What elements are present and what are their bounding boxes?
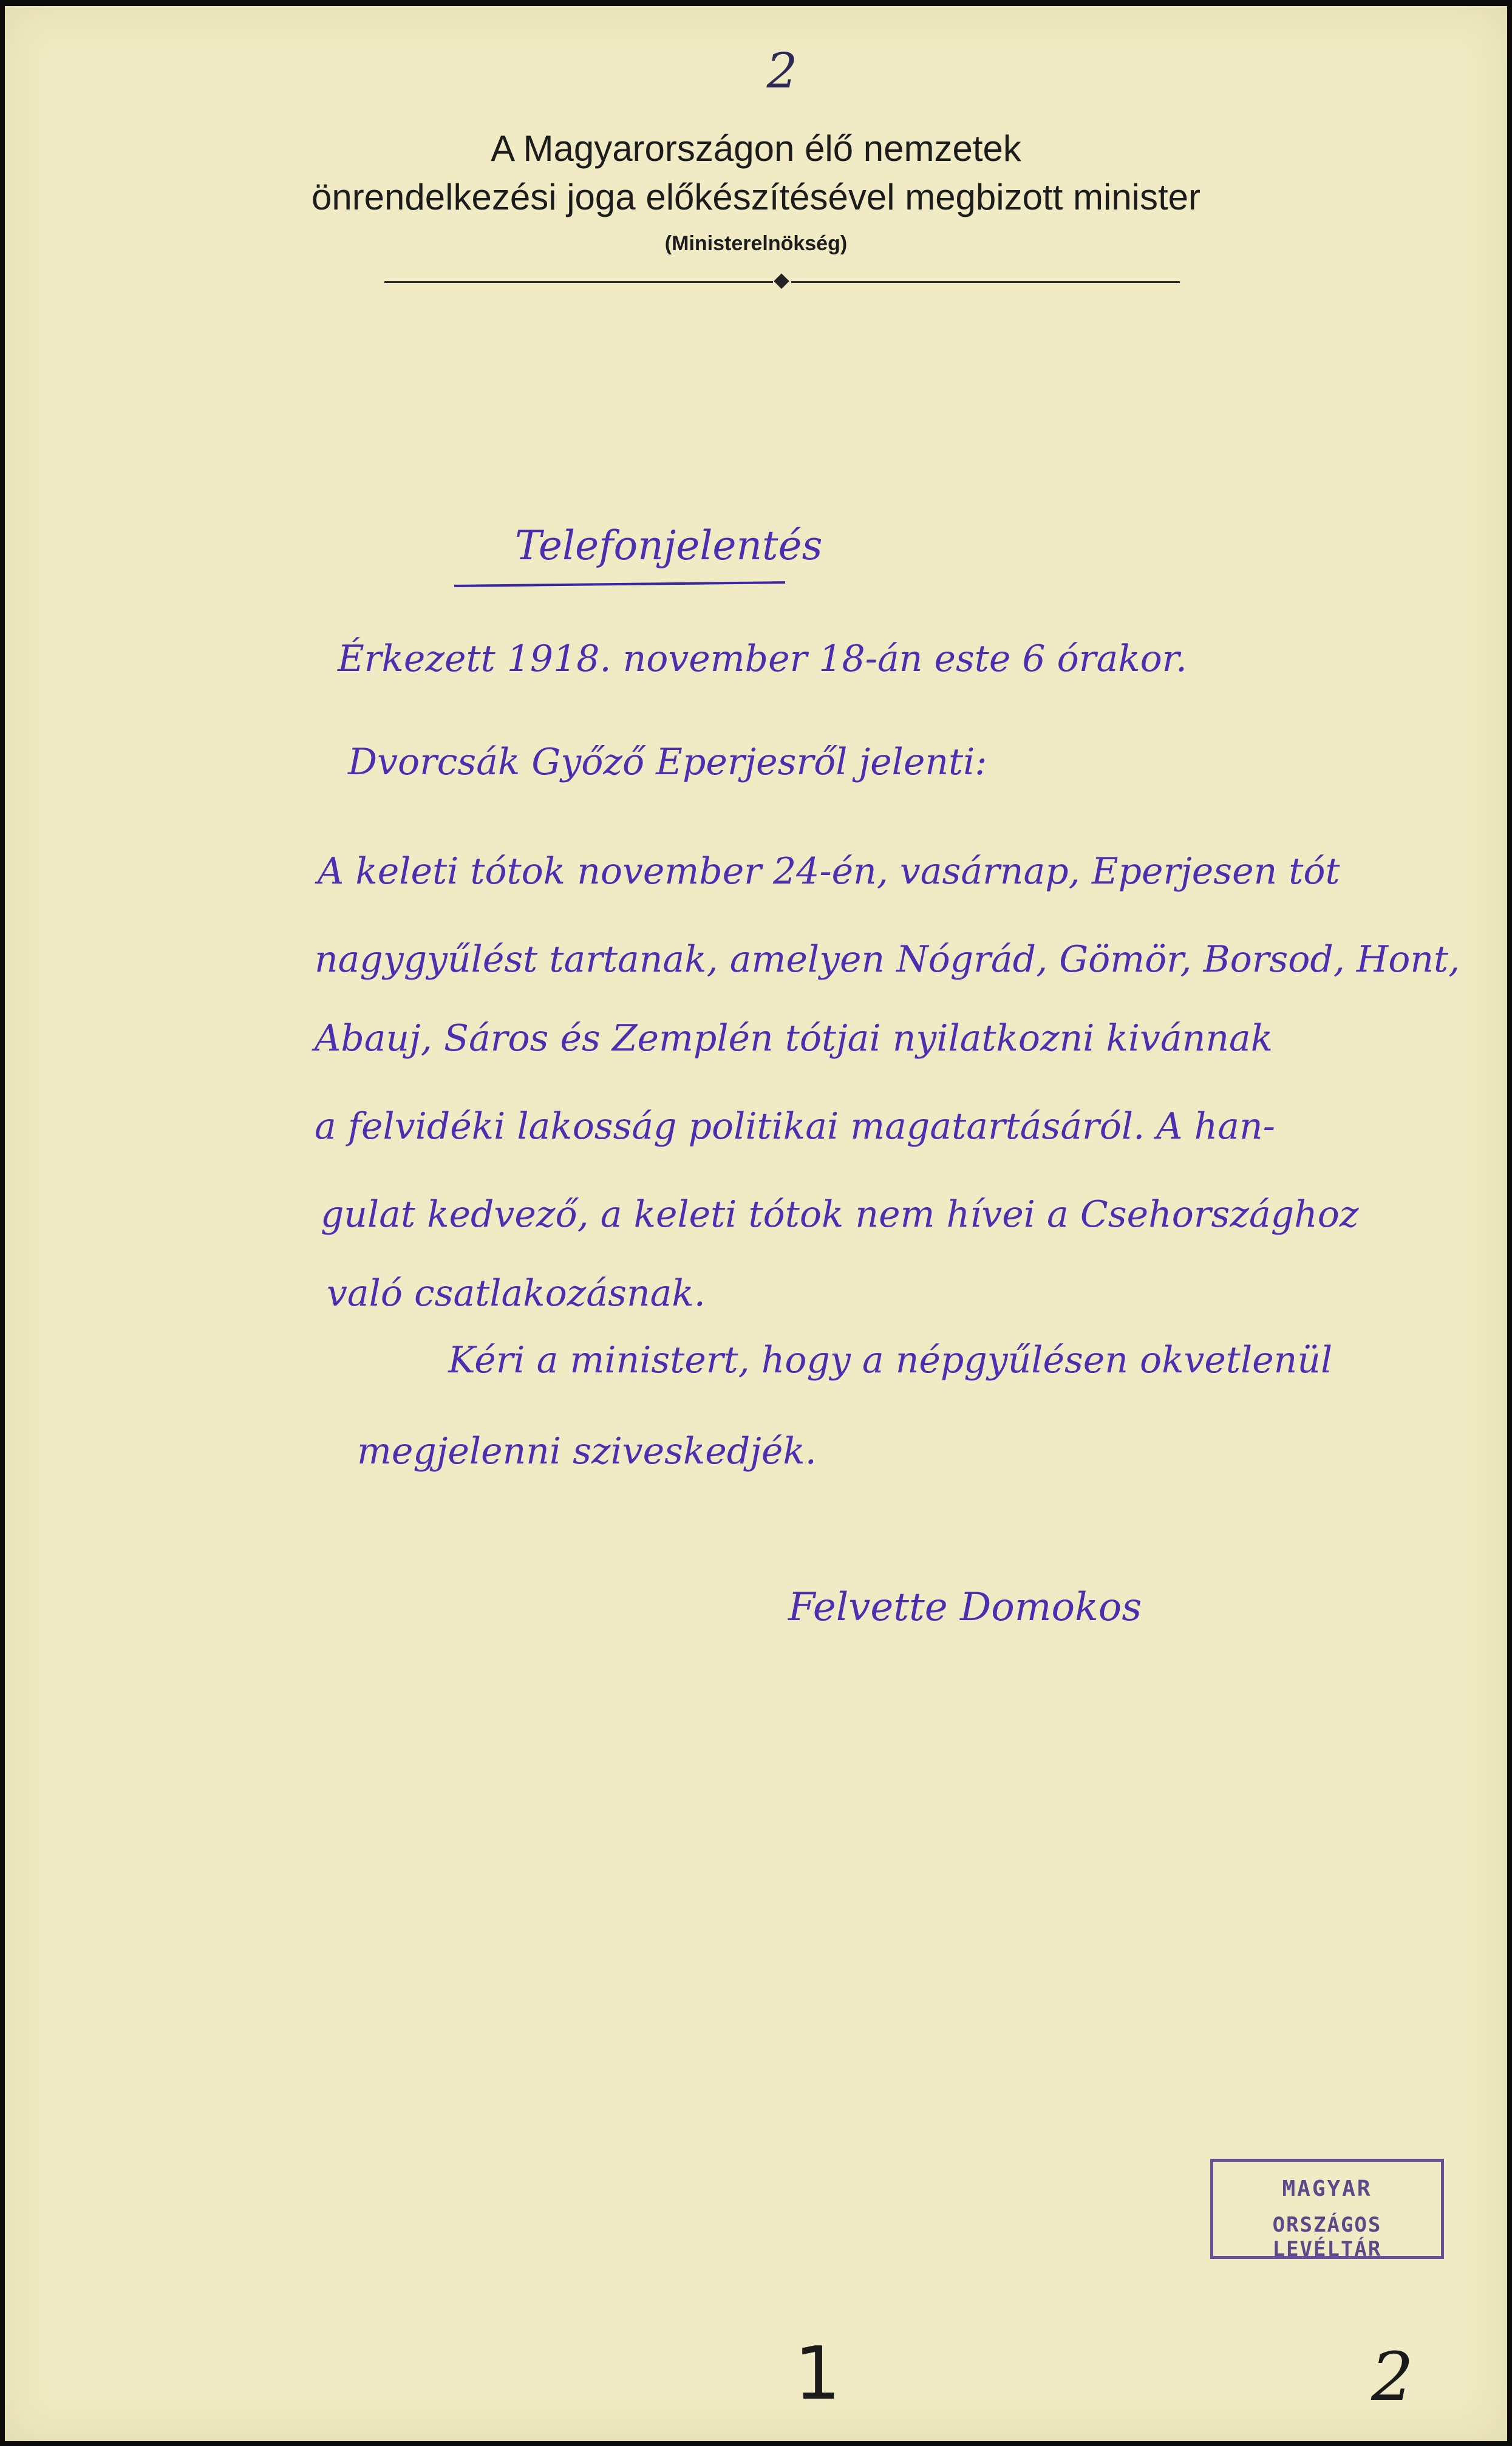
header-line-2: önrendelkezési joga előkészítésével megbizott minister	[311, 177, 1201, 217]
stamp-line-2: ORSZÁGOS LEVÉLTÁR	[1272, 2213, 1382, 2261]
body-line: való csatlakozásnak.	[327, 1272, 706, 1315]
diamond-ornament-icon	[774, 273, 789, 288]
header-line-1: A Magyarországon élő nemzetek	[491, 128, 1021, 169]
received-line: Érkezett 1918. november 18-án este 6 órakor.	[338, 638, 1187, 680]
body-line: nagygyűlést tartanak, amelyen Nógrád, Gömör, Borsod, Hont,	[315, 938, 1460, 981]
page-number-top: 2	[766, 43, 798, 99]
report-title: Telefonjelentés	[515, 522, 823, 569]
reporter-line: Dvorcsák Győző Eperjesről jelenti:	[348, 741, 987, 783]
stamp-line-1: MAGYAR	[1282, 2176, 1372, 2201]
request-line: Kéri a ministert, hogy a népgyűlésen okvetlenül	[448, 1339, 1333, 1381]
document-page	[5, 6, 1507, 2441]
footer-number-left: 1	[794, 2332, 841, 2416]
body-line: Abauj, Sáros és Zemplén tótjai nyilatkozni kivánnak	[315, 1017, 1273, 1060]
signature: Felvette Domokos	[788, 1585, 1142, 1630]
header-rule-right	[791, 281, 1180, 283]
body-line: a felvidéki lakosság politikai magatartásáról. A han-	[315, 1105, 1275, 1148]
footer-number-right: 2	[1371, 2338, 1414, 2416]
request-line: megjelenni sziveskedjék.	[357, 1430, 817, 1473]
body-line: gulat kedvező, a keleti tótok nem hívei a Csehországhoz	[321, 1193, 1359, 1236]
title-underline	[454, 581, 785, 587]
body-line: A keleti tótok november 24-én, vasárnap, Eperjesen tót	[318, 850, 1340, 893]
header-line-3: (Ministerelnökség)	[664, 232, 848, 255]
header-rule-left	[384, 281, 773, 283]
archive-stamp	[1210, 2159, 1444, 2259]
